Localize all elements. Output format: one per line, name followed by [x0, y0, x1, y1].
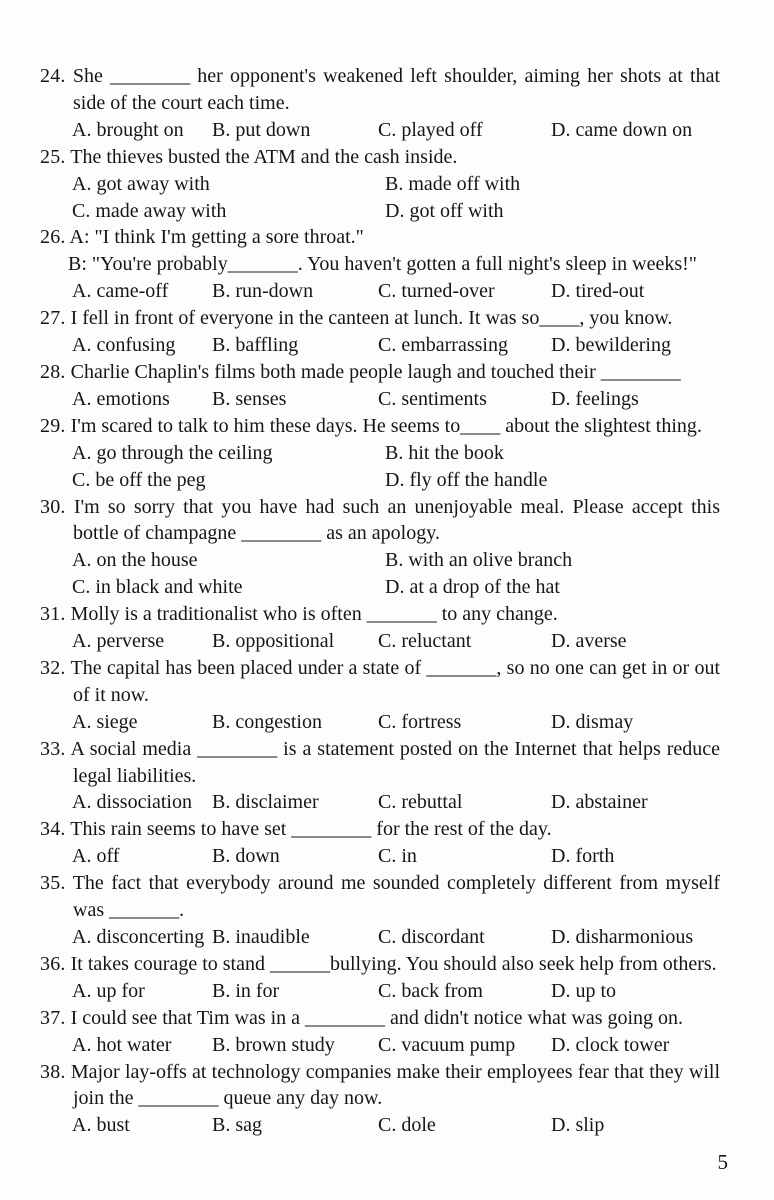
- option-a: A. bust: [72, 1114, 130, 1137]
- option-d: D. averse: [551, 630, 627, 653]
- question-text: The thieves busted the ATM and the cash inside.: [70, 145, 458, 168]
- question-text: I'm scared to talk to him these days. He seems to____ about the slightest thing.: [70, 414, 702, 437]
- option-c: C. reluctant: [378, 630, 472, 653]
- question-35: [40, 870, 720, 951]
- question-32: [40, 655, 720, 736]
- option-a: A. brought on: [72, 118, 184, 141]
- options-row: [72, 117, 720, 144]
- option-b: B. inaudible: [212, 926, 310, 948]
- option-a: A. came-off: [72, 280, 169, 303]
- option-d: D. disharmonious: [551, 926, 694, 948]
- options-row: [72, 1112, 720, 1139]
- option-c: C. embarrassing: [378, 334, 508, 357]
- option-c: C. played off: [378, 118, 483, 141]
- option-a: A. disconcerting: [72, 926, 205, 948]
- option-b: B. brown study: [212, 1033, 335, 1056]
- option-d: D. fly off the handle: [385, 468, 548, 491]
- option-c: C. rebuttal: [378, 791, 463, 814]
- option-a: A. on the house: [72, 549, 198, 572]
- options-row: [72, 440, 720, 494]
- options-row: [72, 978, 720, 1005]
- question-number: 35.: [40, 872, 66, 895]
- question-number: 36.: [40, 952, 66, 975]
- option-a: A. emotions: [72, 387, 170, 410]
- page-number: 5: [717, 1150, 728, 1174]
- question-number: 33.: [40, 737, 66, 760]
- option-d: D. dismay: [551, 710, 634, 733]
- option-b: B. disclaimer: [212, 791, 319, 814]
- option-c: C. sentiments: [378, 387, 487, 410]
- option-a: A. got away with: [72, 172, 210, 195]
- option-c: C. be off the peg: [72, 468, 206, 491]
- question-text: I fell in front of everyone in the canteen at lunch. It was so____, you know.: [70, 307, 673, 330]
- question-text: The fact that everybody around me sounded completely different from myself was _______.: [72, 872, 720, 922]
- option-d: D. at a drop of the hat: [385, 576, 560, 599]
- option-a: A. hot water: [72, 1033, 172, 1056]
- question-number: 27.: [40, 307, 66, 330]
- question-text: I'm so sorry that you have had such an unenjoyable meal. Please accept this bottle of champagne ________ as an apology.: [73, 495, 721, 545]
- question-text: She ________ her opponent's weakened left shoulder, aiming her shots at that side of the court each time.: [72, 65, 721, 114]
- option-c: C. fortress: [378, 710, 462, 733]
- option-b: B. sag: [212, 1114, 262, 1137]
- question-30: [40, 494, 720, 602]
- question-text-line2: B: "You're probably_______. You haven't gotten a full night's sleep in weeks!": [68, 253, 697, 276]
- option-d: D. came down on: [551, 118, 693, 141]
- question-number: 24.: [40, 65, 66, 87]
- option-b: B. run-down: [212, 280, 314, 303]
- question-text: A social media ________ is a statement posted on the Internet that helps reduce legal liabilities.: [70, 737, 720, 787]
- option-d: D. feelings: [551, 387, 639, 410]
- question-37: [40, 1005, 720, 1059]
- question-28: [40, 359, 720, 413]
- question-text: Charlie Chaplin's films both made people laugh and touched their ________: [70, 360, 681, 383]
- question-number: 37.: [40, 1006, 66, 1029]
- option-d: D. abstainer: [551, 791, 648, 814]
- question-number: 32.: [40, 656, 66, 679]
- options-row: [72, 843, 720, 870]
- option-a: A. up for: [72, 979, 145, 1002]
- options-row: [72, 924, 720, 951]
- option-b: B. senses: [212, 387, 287, 410]
- question-text: This rain seems to have set ________ for the rest of the day.: [70, 818, 552, 841]
- question-number: 25.: [40, 145, 66, 168]
- options-row: [72, 628, 720, 655]
- question-text: I could see that Tim was in a ________ and didn't notice what was going on.: [70, 1006, 684, 1029]
- option-b: B. with an olive branch: [385, 549, 573, 572]
- option-b: B. made off with: [385, 172, 521, 195]
- option-d: D. forth: [551, 845, 615, 868]
- option-a: A. perverse: [72, 630, 165, 653]
- question-number: 26.: [40, 226, 66, 249]
- option-b: B. baffling: [212, 334, 299, 357]
- options-row: [72, 1032, 720, 1059]
- question-text: Molly is a traditionalist who is often _______ to any change.: [70, 603, 558, 626]
- option-b: B. down: [212, 845, 280, 868]
- option-d: D. got off with: [385, 199, 504, 222]
- option-c: C. in black and white: [72, 576, 243, 599]
- option-c: C. back from: [378, 979, 483, 1002]
- option-c: C. made away with: [72, 199, 227, 222]
- option-a: A. dissociation: [72, 791, 192, 814]
- question-number: 38.: [40, 1060, 66, 1083]
- question-text: It takes courage to stand ______bullying. You should also seek help from others.: [70, 952, 717, 975]
- option-c: C. dole: [378, 1114, 436, 1137]
- options-row: [72, 386, 720, 413]
- options-row: [72, 332, 720, 359]
- question-26: [40, 224, 720, 305]
- option-d: D. up to: [551, 979, 616, 1002]
- option-b: B. oppositional: [212, 630, 335, 653]
- options-row: [72, 709, 720, 736]
- question-27: [40, 305, 720, 359]
- option-a: A. go through the ceiling: [72, 441, 273, 464]
- option-b: B. put down: [212, 118, 311, 141]
- option-d: D. tired-out: [551, 280, 645, 303]
- option-a: A. siege: [72, 710, 138, 733]
- option-d: D. slip: [551, 1114, 605, 1137]
- option-d: D. clock tower: [551, 1033, 670, 1056]
- option-b: B. congestion: [212, 710, 322, 733]
- question-text: The capital has been placed under a state of _______, so no one can get in or out of it now.: [70, 656, 721, 706]
- option-b: B. hit the book: [385, 441, 504, 464]
- question-number: 28.: [40, 360, 66, 383]
- question-33: [40, 736, 720, 817]
- question-34: [40, 816, 720, 870]
- option-a: A. confusing: [72, 334, 176, 357]
- question-38: [40, 1059, 720, 1140]
- question-36: [40, 951, 720, 1005]
- options-row: [72, 789, 720, 816]
- question-number: 29.: [40, 414, 66, 437]
- option-c: C. discordant: [378, 926, 485, 948]
- option-b: B. in for: [212, 979, 280, 1002]
- options-row: [72, 278, 720, 305]
- question-31: [40, 601, 720, 655]
- question-number: 30.: [40, 495, 66, 518]
- option-c: C. turned-over: [378, 280, 495, 303]
- options-row: [72, 171, 720, 225]
- question-number: 31.: [40, 603, 66, 626]
- question-text: Major lay-offs at technology companies make their employees fear that they will join the ________ queue any day now.: [70, 1060, 721, 1110]
- question-24: [40, 63, 720, 144]
- question-29: [40, 413, 720, 494]
- options-row: [72, 547, 720, 601]
- option-c: C. vacuum pump: [378, 1033, 516, 1056]
- option-a: A. off: [72, 845, 120, 868]
- option-c: C. in: [378, 845, 417, 868]
- question-text: A: "I think I'm getting a sore throat.": [69, 226, 364, 249]
- question-number: 34.: [40, 818, 66, 841]
- question-25: [40, 144, 720, 225]
- option-d: D. bewildering: [551, 334, 671, 357]
